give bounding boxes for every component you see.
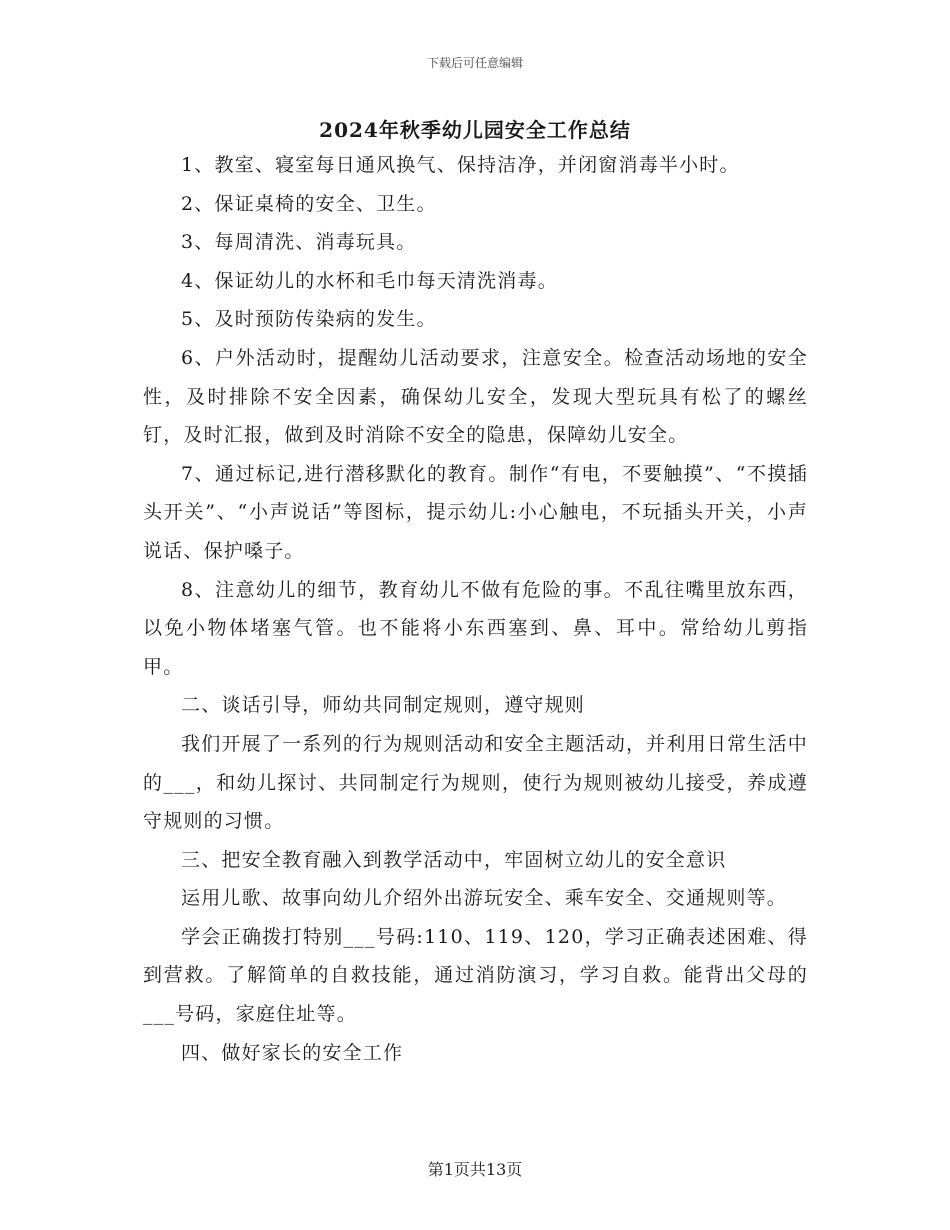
section-heading-3: 三、把安全教育融入到教学活动中，牢固树立幼儿的安全意识 <box>181 848 727 871</box>
document-title: 2024年秋季幼儿园安全工作总结 <box>319 118 631 142</box>
paragraph-11: 学会正确拨打特别___号码:110、119、120，学习正确表述困难、得到营救。了解简单的自救技能，通过消防演习，学习自救。能背出父母的___号码，家庭住址等。 <box>143 925 808 1026</box>
paragraph-1: 1、教室、寝室每日通风换气、保持洁净，并闭窗消毒半小时。 <box>181 154 740 176</box>
header-note: 下载后可任意编辑 <box>426 56 523 70</box>
section-heading-4: 四、做好家长的安全工作 <box>181 1041 404 1064</box>
paragraph-10: 运用儿歌、故事向幼儿介绍外出游玩安全、乘车安全、交通规则等。 <box>181 887 788 910</box>
page-footer: 第1页共13页 <box>427 1160 523 1179</box>
paragraph-6: 6、户外活动时，提醒幼儿活动要求，注意安全。检查活动场地的安全性，及时排除不安全因素，确保幼儿安全，发现大型玩具有松了的螺丝钉，及时汇报，做到及时消除不安全的隐患，保障幼儿安全。 <box>143 346 808 447</box>
paragraph-3: 3、每周清洗、消毒玩具。 <box>181 231 417 254</box>
paragraph-5: 5、及时预防传染病的发生。 <box>181 308 437 331</box>
document-body <box>143 146 808 1072</box>
paragraph-2: 2、保证桌椅的安全、卫生。 <box>181 192 437 215</box>
section-heading-2: 二、谈话引导，师幼共同制定规则，遵守规则 <box>181 694 586 717</box>
paragraph-9: 我们开展了一系列的行为规则活动和安全主题活动，并利用日常生活中的___，和幼儿探讨、共同制定行为规则，使行为规则被幼儿接受，养成遵守规则的习惯。 <box>143 732 808 833</box>
paragraph-7: 7、通过标记,进行潜移默化的教育。制作“有电，不要触摸”、“不摸插头开关”、“小声说话”等图标，提示幼儿:小心触电，不玩插头开关，小声说话、保护嗓子。 <box>143 462 808 562</box>
paragraph-8: 8、注意幼儿的细节，教育幼儿不做有危险的事。不乱往嘴里放东西，以免小物体堵塞气管。也不能将小东西塞到、鼻、耳中。常给幼儿剪指甲。 <box>143 578 808 678</box>
paragraph-4: 4、保证幼儿的水杯和毛巾每天清洗消毒。 <box>181 269 558 292</box>
